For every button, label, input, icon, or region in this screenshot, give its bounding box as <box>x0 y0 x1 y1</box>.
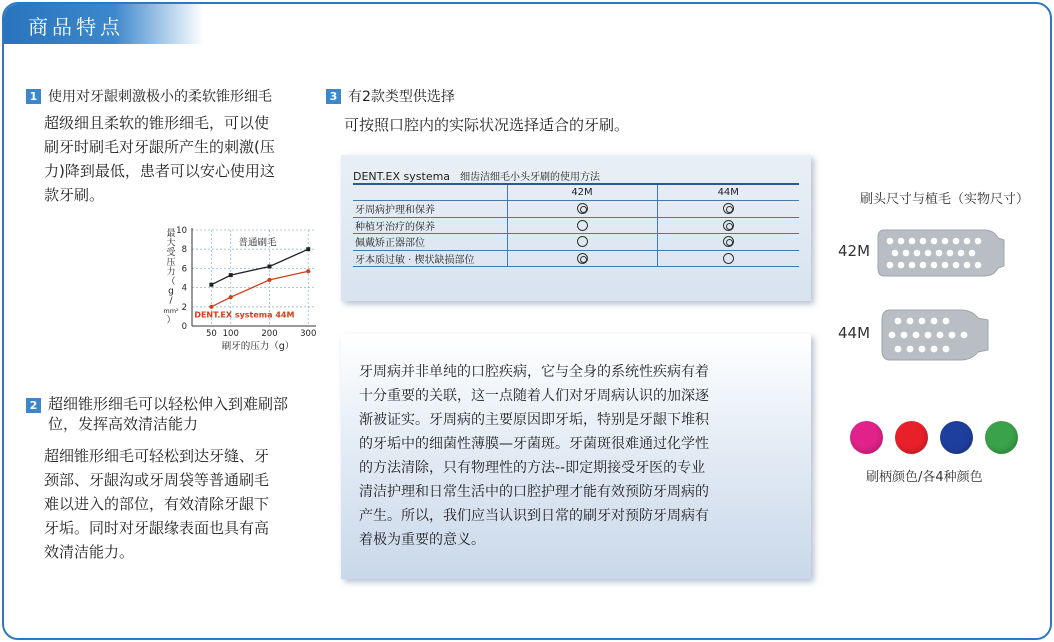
y-axis-label-char: mm² <box>163 306 179 315</box>
section-1-heading <box>26 86 272 106</box>
y-axis-label-char: g <box>168 286 174 297</box>
text-line: 的牙垢中的细菌性薄膜—牙菌斑。牙菌斑很难通过化学性 <box>359 436 709 452</box>
section-2-title-line: 超细锥形细毛可以轻松伸入到难刷部 <box>48 395 289 413</box>
text-line: 牙垢。同时对牙龈缘表面也具有高 <box>44 519 270 537</box>
section-3-body: 可按照口腔内的实际状况选择适合的牙刷。 <box>344 116 630 134</box>
section-number-badge: 1 <box>26 89 41 104</box>
circle-icon <box>723 253 734 264</box>
data-point <box>209 283 213 287</box>
data-point <box>229 273 233 277</box>
text-line: 的方法清除，只有物理性的方法--即定期接受牙医的专业 <box>359 460 706 476</box>
y-axis-label-char: （ <box>166 277 176 287</box>
circle-icon <box>577 236 588 247</box>
y-tick-label: 2 <box>181 302 187 313</box>
section-2-title-line: 位，发挥高效清洁能力 <box>48 415 199 433</box>
double-circle-icon <box>723 236 734 247</box>
table-header-44m: 44M <box>657 184 799 201</box>
series-line <box>211 271 308 307</box>
pressure-line-chart <box>154 222 324 362</box>
data-point <box>229 295 233 299</box>
text-line: 效清洁能力。 <box>44 543 135 561</box>
text-line: 产生。所以，我们应当认识到日常的刷牙对预防牙周病有 <box>359 508 709 524</box>
usage-table-brand: DENT.EX systema <box>353 170 451 183</box>
table-header-42m: 42M <box>507 184 657 201</box>
text-line: 难以进入的部位，有效清除牙龈下 <box>44 495 270 513</box>
row-label: 牙本质过敏 · 楔状缺损部位 <box>353 250 507 267</box>
y-tick-label: 10 <box>176 226 187 236</box>
x-tick-label: 300 <box>300 329 317 339</box>
data-point <box>306 247 310 251</box>
text-line: 着极为重要的意义。 <box>359 532 485 548</box>
table-row <box>353 217 799 234</box>
info-body <box>359 360 799 552</box>
brush-head-42m-image <box>876 228 1016 278</box>
series-label: 普通刷毛 <box>238 237 277 249</box>
double-circle-icon <box>577 253 588 264</box>
section-number-badge: 3 <box>326 89 341 104</box>
text-line: 渐被证实。牙周病的主要原因即牙垢，特别是牙龈下堆积 <box>359 412 709 428</box>
y-axis-label-char: 受 <box>166 248 176 259</box>
series-label: DENT.EX systema 44M <box>194 310 295 320</box>
page-title: 商品特点 <box>28 15 124 39</box>
usage-table-title <box>353 168 600 183</box>
text-line: 十分重要的关联，这一点随着人们对牙周病认识的加深逐 <box>359 388 709 404</box>
y-axis-label-char: / <box>169 296 173 307</box>
periodontal-info-box <box>341 334 811 579</box>
brush-44m-label: 44M <box>838 324 871 342</box>
y-tick-label: 0 <box>181 322 187 332</box>
double-circle-icon <box>577 203 588 214</box>
color-swatch-red <box>895 421 928 454</box>
row-label: 佩戴矫正器部位 <box>353 234 507 251</box>
text-line: 牙周病并非单纯的口腔疾病，它与全身的系统性疾病有着 <box>359 364 709 380</box>
circle-icon <box>577 220 588 231</box>
handle-color-swatches <box>850 421 1018 454</box>
text-line: 清洁护理和日常生活中的口腔护理才能有效预防牙周病的 <box>359 484 709 500</box>
x-tick-label: 50 <box>205 329 217 339</box>
color-swatch-blue <box>940 421 973 454</box>
table-row <box>353 250 799 267</box>
table-row <box>353 201 799 218</box>
section-1-body <box>44 111 334 207</box>
data-point <box>267 278 271 282</box>
product-features-panel <box>2 2 1052 640</box>
y-axis-label-char: ） <box>166 315 176 326</box>
section-1-title: 使用对牙龈刺激极小的柔软锥形细毛 <box>48 89 272 105</box>
y-axis-label-char: 最 <box>166 229 176 239</box>
row-label: 种植牙治疗的保养 <box>353 217 507 234</box>
handle-color-caption: 刷柄颜色/各4种颜色 <box>866 470 983 485</box>
y-tick-label: 8 <box>181 245 187 256</box>
usage-table-panel <box>341 155 811 301</box>
y-axis-label-char: 力 <box>166 267 176 278</box>
title-tab <box>4 4 204 44</box>
usage-table-subtitle: 细齿洁细毛小头牙刷的使用方法 <box>460 172 601 183</box>
y-tick-label: 4 <box>181 283 187 294</box>
section-3-heading <box>326 86 455 106</box>
table-row <box>353 234 799 251</box>
section-2-heading <box>26 394 288 434</box>
y-axis-label-char: 压 <box>166 257 176 268</box>
row-label: 牙周病护理和保养 <box>353 201 507 218</box>
y-axis-label-char: 大 <box>166 238 176 249</box>
x-axis-label: 刷牙的压力（g） <box>221 341 295 352</box>
series-line <box>211 249 308 285</box>
table-header-blank <box>353 184 507 201</box>
section-2-body <box>44 444 334 564</box>
x-tick-label: 100 <box>222 329 239 339</box>
text-line: 款牙刷。 <box>44 186 105 204</box>
color-swatch-magenta <box>850 421 883 454</box>
table-header-row <box>353 184 799 201</box>
data-point <box>209 305 213 309</box>
text-line: 颈部、牙龈沟或牙周袋等普通刷毛 <box>44 471 270 489</box>
section-3-title: 有2款类型供选择 <box>348 89 455 105</box>
usage-table <box>353 183 799 267</box>
data-point <box>306 269 310 273</box>
text-line: 超细锥形细毛可轻松到达牙缝、牙 <box>44 447 270 465</box>
double-circle-icon <box>723 220 734 231</box>
data-point <box>268 264 272 268</box>
text-line: 超级细且柔软的锥形细毛，可以使 <box>44 114 270 132</box>
brush-head-44m-image <box>880 308 1000 362</box>
text-line: 刷牙时刷毛对牙龈所产生的刺激(压 <box>44 138 275 156</box>
section-number-badge: 2 <box>26 398 41 413</box>
y-tick-label: 6 <box>181 264 187 275</box>
x-tick-label: 200 <box>261 329 278 339</box>
brush-42m-label: 42M <box>838 242 871 260</box>
text-line: 力)降到最低，患者可以安心使用这 <box>44 162 275 180</box>
double-circle-icon <box>723 203 734 214</box>
color-swatch-green <box>985 421 1018 454</box>
brush-head-caption: 刷头尺寸与植毛（实物尺寸） <box>860 192 1030 207</box>
